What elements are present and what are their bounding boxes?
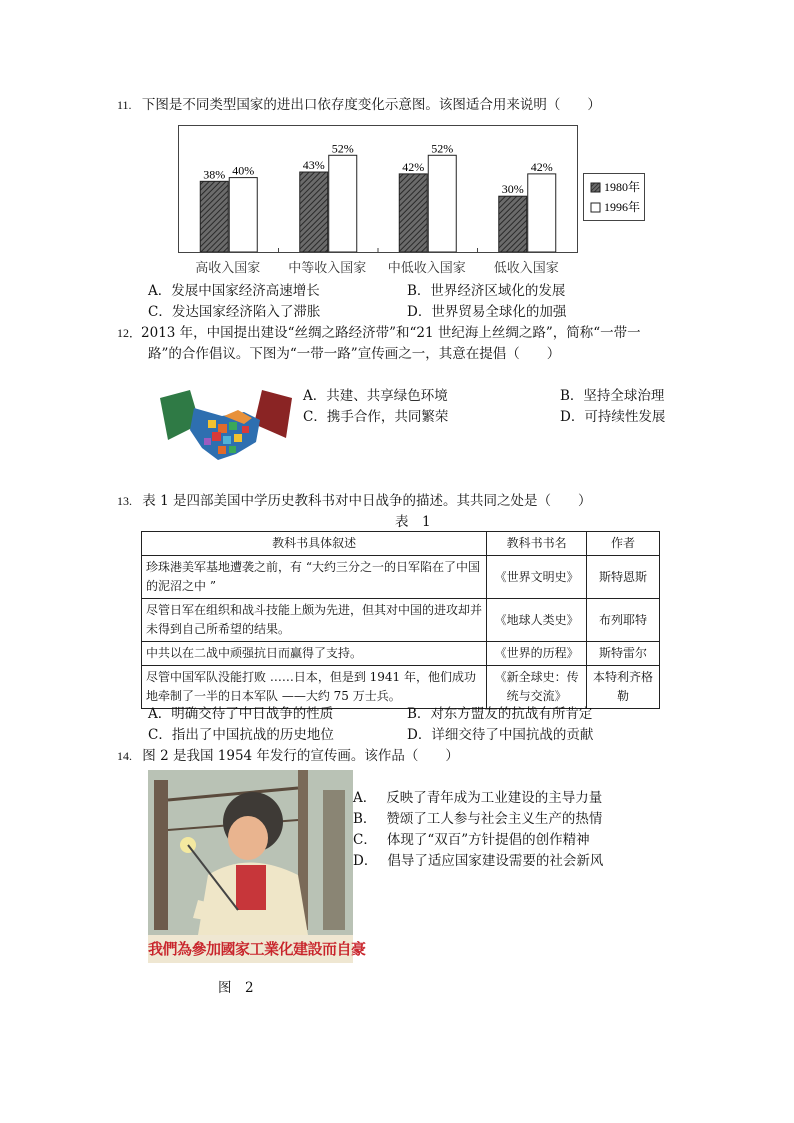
table-cell-author: 斯特雷尔 [587, 642, 660, 666]
table-row [142, 642, 660, 666]
q11-option-d[interactable] [407, 302, 566, 322]
bar-value-label: 38% [203, 167, 226, 182]
legend-swatch-1980 [591, 183, 600, 192]
q14-option-c-text: 体现了“双百”方针提倡的创作精神 [386, 832, 590, 848]
legend-label-1980: 1980年 [604, 180, 641, 194]
q12-option-c-text: 携手合作，共同繁荣 [326, 409, 449, 425]
q14-stem: 图 2 是我国 1954 年发行的宣传画。该作品（ ） [142, 748, 459, 764]
q13-option-d-text: 详细交待了中国抗战的贡献 [431, 727, 594, 743]
q14-number: 14. [117, 749, 132, 763]
q11-stem-line [117, 95, 601, 115]
q11-option-d-key: D． [407, 304, 432, 320]
bar-1980-2 [399, 174, 427, 252]
q14-option-a-key: A． [353, 790, 377, 806]
q13-option-d-key: D． [407, 727, 432, 743]
q11-bar-chart-svg [179, 126, 577, 252]
q11-option-b[interactable] [407, 281, 565, 301]
q12-option-b[interactable] [560, 386, 664, 406]
table-header-book: 教科书书名 [487, 532, 587, 556]
category-label: 中等收入国家 [288, 261, 367, 276]
q12-option-b-text: 坚持全球治理 [583, 388, 665, 404]
table-cell-book: 《新全球史：传统与交流》 [487, 666, 587, 709]
table-title: 表 1 [395, 514, 431, 530]
q12-stem-2: 路”的合作倡议。下图为“一带一路”宣传画之一，其意在提倡（ ） [148, 346, 561, 362]
q12-stem-1: 2013 年，中国提出建设“丝绸之路经济带”和“21 世纪海上丝绸之路”，简称“一带一 [141, 325, 641, 341]
q14-option-b[interactable] [353, 809, 602, 829]
q12-option-a[interactable] [303, 386, 448, 406]
q11-option-c-key: C． [148, 304, 172, 320]
q11-option-a[interactable] [148, 281, 320, 301]
q12-option-a-text: 共建、共享绿色环境 [326, 388, 448, 404]
poster-image [148, 770, 366, 963]
q13-stem: 表 1 是四部美国中学历史教科书对中日战争的描述。其共同之处是（ ） [142, 493, 592, 509]
legend-label-1996: 1996年 [604, 200, 641, 214]
figure-2-caption: 图 2 [218, 980, 254, 996]
q11-number: 11. [117, 98, 132, 112]
q13-number: 13. [117, 494, 132, 508]
q11-option-a-key: A． [148, 283, 172, 299]
q11-option-a-text: 发展中国家经济高速增长 [171, 283, 320, 299]
table-cell-author: 本特利齐格勒 [587, 666, 660, 709]
table-row [142, 666, 660, 709]
q13-option-c[interactable] [148, 725, 334, 745]
q11-option-c[interactable] [148, 302, 320, 322]
q13-table [141, 531, 660, 709]
bar-1996-3 [528, 174, 556, 252]
q14-stem-line [117, 746, 459, 766]
bar-value-label: 52% [331, 141, 354, 156]
q11-stem: 下图是不同类型国家的进出口依存度变化示意图。该图适合用来说明（ ） [141, 97, 601, 113]
q13-option-c-key: C． [148, 727, 172, 743]
q14-option-a-text: 反映了青年成为工业建设的主导力量 [386, 790, 603, 806]
bar-value-label: 30% [501, 182, 524, 197]
q12-option-d-text: 可持续性发展 [584, 409, 666, 425]
bar-value-label: 40% [232, 163, 255, 178]
q12-number: 12． [117, 326, 142, 340]
table-cell-desc: 尽管日军在组织和战斗技能上颇为先进，但其对中国的进攻却并未得到自己所希望的结果。 [142, 599, 487, 642]
q14-option-d-key: D． [353, 853, 378, 869]
q11-option-c-text: 发达国家经济陷入了滞胀 [171, 304, 321, 320]
bar-1996-2 [428, 155, 456, 252]
table-cell-desc: 珍珠港美军基地遭袭之前，有 “大约三分之一的日军陷在了中国的泥沼之中 ” [142, 556, 487, 599]
bar-1996-1 [329, 155, 357, 252]
table-row [142, 556, 660, 599]
bar-value-label: 42% [530, 159, 553, 174]
table-cell-author: 斯特恩斯 [587, 556, 660, 599]
q14-option-c[interactable] [353, 830, 590, 850]
q14-option-b-text: 赞颂了工人参与社会主义生产的热情 [386, 811, 603, 827]
q13-option-c-text: 指出了中国抗战的历史地位 [171, 727, 334, 743]
q14-option-b-key: B． [353, 811, 377, 827]
q13-option-a-key: A． [148, 706, 172, 722]
q12-option-b-key: B． [560, 388, 584, 404]
q12-option-d[interactable] [560, 407, 665, 427]
q13-option-b[interactable] [407, 704, 592, 724]
bar-value-label: 52% [431, 141, 454, 156]
q12-option-a-key: A． [303, 388, 327, 404]
category-label: 中低收入国家 [387, 261, 466, 276]
q11-option-b-text: 世界经济区域化的发展 [430, 283, 566, 299]
q12-stem-line-1 [117, 323, 641, 343]
poster-slogan: 我們為參加國家工業化建設而自豪 [148, 940, 366, 958]
legend-swatch-1996 [591, 203, 600, 212]
q12-option-c-key: C． [303, 409, 327, 425]
q13-option-a[interactable] [148, 704, 333, 724]
q13-option-a-text: 明确交待了中日战争的性质 [171, 706, 334, 722]
q13-option-b-text: 对东方盟友的抗战有所肯定 [430, 706, 593, 722]
table-cell-desc: 尽管中国军队没能打败 ……日本，但是到 1941 年，他们成功地牵制了一半的日本军队 ——大约 75 万士兵。 [142, 666, 487, 709]
q14-option-d[interactable] [353, 851, 603, 871]
q14-option-c-key: C． [353, 832, 377, 848]
q11-option-b-key: B． [407, 283, 431, 299]
table-header-author: 作者 [587, 532, 660, 556]
bar-1996-0 [229, 178, 257, 252]
table-row [142, 599, 660, 642]
q13-option-b-key: B． [407, 706, 431, 722]
q11-option-d-text: 世界贸易全球化的加强 [431, 304, 567, 320]
handshake-illustration [160, 390, 292, 472]
q14-option-a[interactable] [353, 788, 602, 808]
chart-legend [583, 173, 645, 221]
q12-option-d-key: D． [560, 409, 585, 425]
bar-1980-0 [200, 181, 228, 252]
category-label: 高收入国家 [195, 261, 261, 276]
q12-option-c[interactable] [303, 407, 448, 427]
propaganda-poster [148, 770, 366, 963]
bar-1980-3 [499, 196, 527, 252]
category-label: 低收入国家 [493, 261, 559, 276]
bar-1980-1 [300, 172, 328, 252]
table-header-desc: 教科书具体叙述 [142, 532, 487, 556]
table-cell-book: 《世界文明史》 [487, 556, 587, 599]
table-header-row [142, 532, 660, 556]
q13-option-d[interactable] [407, 725, 593, 745]
table-cell-book: 《地球人类史》 [487, 599, 587, 642]
q11-chart [178, 125, 578, 253]
table-cell-desc: 中共以在二战中顽强抗日而赢得了支持。 [142, 642, 487, 666]
q14-option-d-text: 倡导了适应国家建设需要的社会新风 [387, 853, 604, 869]
table-cell-book: 《世界的历程》 [487, 642, 587, 666]
bar-value-label: 43% [302, 158, 325, 173]
table-cell-author: 布列耶特 [587, 599, 660, 642]
q12-stem-line-2 [148, 344, 560, 364]
bar-value-label: 42% [402, 159, 425, 174]
q13-stem-line [117, 491, 591, 511]
